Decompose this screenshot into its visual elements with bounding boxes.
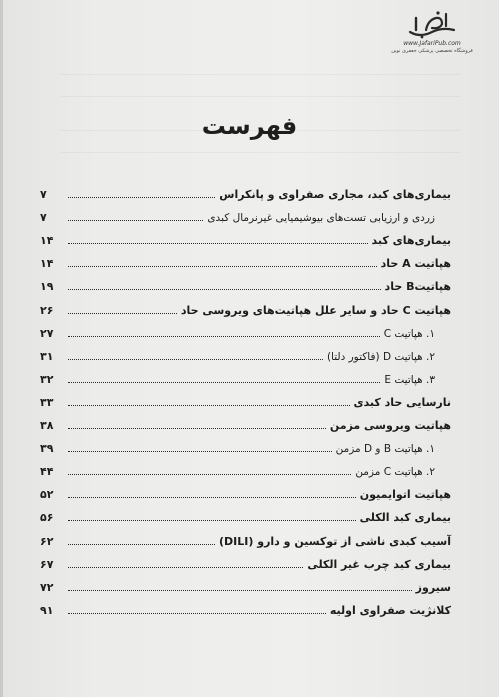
toc-entry-page-number: ۷۲ <box>40 580 54 594</box>
dot-leader <box>68 404 350 406</box>
toc-entry-title: ۲. هپاتیت C مزمن <box>355 466 435 479</box>
dot-leader <box>68 335 380 337</box>
dot-leader <box>68 473 351 475</box>
dot-leader <box>68 219 203 221</box>
page-edge <box>0 0 3 697</box>
toc-entry-title: ۱. هپاتیت C <box>383 327 435 340</box>
dot-leader <box>68 312 177 314</box>
dot-leader <box>68 242 368 244</box>
toc-entry-page-number: ۱۴ <box>40 234 54 248</box>
toc-entry-title: هپاتیت C حاد و سایر علل هپاتیت‌های ویروسی حاد <box>180 303 451 317</box>
toc-entry <box>40 596 451 619</box>
dot-leader <box>68 381 380 383</box>
toc-entry-page-number: ۳۱ <box>40 349 54 363</box>
toc-entry <box>40 203 451 226</box>
dot-leader <box>68 566 303 568</box>
toc-entry-page-number: ۳۳ <box>40 395 54 409</box>
toc-entry-title: سیروز <box>415 580 451 594</box>
dot-leader <box>68 450 332 452</box>
logo-caption: فروشگاه تخصصی پزشکی جعفری نوین <box>391 48 473 54</box>
toc-entry-page-number: ۳۸ <box>40 419 54 433</box>
toc-entry-title: ۱. هپاتیت B و D مزمن <box>335 443 435 456</box>
show-through-line <box>60 74 460 75</box>
toc-entry <box>40 226 451 249</box>
toc-entry-page-number: ۷ <box>40 188 47 202</box>
toc-entry <box>40 550 451 573</box>
show-through-line <box>60 96 460 97</box>
dot-leader <box>68 427 326 429</box>
toc-entry <box>40 457 451 480</box>
show-through-line <box>60 152 460 153</box>
toc-entry <box>40 526 451 549</box>
dot-leader <box>68 543 215 545</box>
toc-entry-page-number: ۳۲ <box>40 372 54 386</box>
toc-entry <box>40 180 451 203</box>
toc-entry-title: هپاتیت A حاد <box>380 257 451 271</box>
toc-entry-page-number: ۵۲ <box>40 488 54 502</box>
toc-entry-title: هپاتیت ویروسی مزمن <box>329 419 451 433</box>
publisher-logo <box>387 8 477 54</box>
toc-entry-title: ۲. هپاتیت D (فاکتور دلتا) <box>326 350 435 363</box>
toc-entry <box>40 411 451 434</box>
toc-entry-page-number: ۲۶ <box>40 303 54 317</box>
toc-entry-title: بیماری‌های کبد <box>371 234 451 248</box>
toc-entry <box>40 503 451 526</box>
toc-entry-page-number: ۹۱ <box>40 603 54 617</box>
toc-entry-title: بیماری کبد چرب غیر الکلی <box>307 557 451 571</box>
dot-leader <box>68 519 356 521</box>
toc-entry <box>40 319 451 342</box>
dot-leader <box>68 496 356 498</box>
toc-entry-page-number: ۱۴ <box>40 257 54 271</box>
dot-leader <box>68 265 377 267</box>
toc-entry-page-number: ۶۲ <box>40 534 54 548</box>
jafari-logo-icon <box>402 8 462 42</box>
toc-entry-title: کلانژیت صفراوی اولیه <box>329 603 451 617</box>
logo-url: www.JafariPub.com <box>403 40 461 47</box>
toc-entry-title: بیماری‌های کبد، مجاری صفراوی و پانکراس <box>219 188 451 202</box>
toc-entry <box>40 434 451 457</box>
dot-leader <box>68 196 215 198</box>
toc-entry-page-number: ۶۷ <box>40 557 54 571</box>
toc-entry <box>40 573 451 596</box>
dot-leader <box>68 288 381 290</box>
toc-entry-title: بیماری کبد الکلی <box>359 511 451 525</box>
dot-leader <box>68 589 412 591</box>
dot-leader <box>68 358 323 360</box>
toc-entry-title: نارسایی حاد کبدی <box>353 395 451 409</box>
toc-entry-page-number: ۱۹ <box>40 280 54 294</box>
toc-entry-title: هپاتیتB حاد <box>384 280 451 294</box>
toc-entry-page-number: ۵۶ <box>40 511 54 525</box>
toc-entry <box>40 249 451 272</box>
toc-entry-page-number: ۲۷ <box>40 326 54 340</box>
toc-entry-title: آسیب کبدی ناشی از توکسین و دارو (DILI) <box>219 534 451 548</box>
toc-entry <box>40 480 451 503</box>
dot-leader <box>68 612 326 614</box>
toc-entry <box>40 295 451 318</box>
toc-entry-page-number: ۷ <box>40 211 47 225</box>
toc-entry-title: زردی و ارزیابی تست‌های بیوشیمیایی غیرنرمال کبدی <box>207 212 435 225</box>
toc-entry <box>40 342 451 365</box>
table-of-contents <box>40 180 451 619</box>
toc-entry-title: هپاتیت اتوایمیون <box>359 488 451 502</box>
toc-entry-page-number: ۴۴ <box>40 465 54 479</box>
toc-entry-title: ۳. هپاتیت E <box>384 373 435 386</box>
toc-entry <box>40 365 451 388</box>
page-title: فهرست <box>201 112 298 140</box>
toc-entry <box>40 272 451 295</box>
toc-entry-page-number: ۳۹ <box>40 442 54 456</box>
toc-entry <box>40 388 451 411</box>
